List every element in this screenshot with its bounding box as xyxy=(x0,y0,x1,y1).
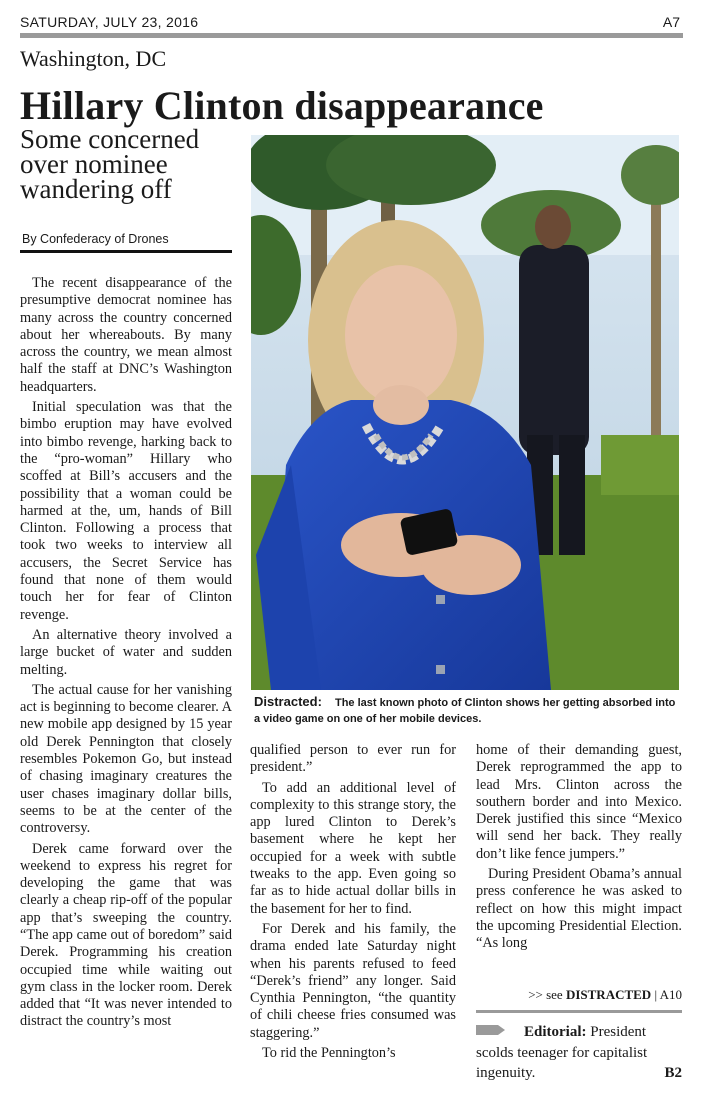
header-rule xyxy=(20,33,683,38)
byline-rule xyxy=(20,250,232,253)
arrow-icon xyxy=(476,1023,506,1043)
photo-caption xyxy=(254,694,684,727)
paragraph: The actual cause for her vanishing act is beginning to become clearer. A new mobile app designed by 15 year old Derek Pennington that closely resembles Pokemon Go, but instead of chasing imaginary creatures the user chases imaginary dollar bills, seems to be at the center of the controversy. xyxy=(20,681,232,837)
jump-separator: | xyxy=(654,987,658,1002)
jump-keyword: DISTRACTED xyxy=(565,987,652,1002)
paragraph: To rid the Pennington’s xyxy=(262,1045,396,1062)
editorial-text: President scolds teenager for capitalist ingenuity. xyxy=(476,1024,648,1081)
headline: Hillary Clinton disappearance xyxy=(20,83,544,128)
caption-label: Distracted: xyxy=(254,694,322,709)
article-photo xyxy=(251,135,679,690)
subheadline: Some concerned over nominee wandering off xyxy=(20,124,200,204)
issue-date: SATURDAY, JULY 23, 2016 xyxy=(20,14,199,30)
paragraph: The recent disappearance of the presumptive democrat nominee has many across the country concerned about her whereabouts. By many across the country, we mean almost half the staff at DNC’s Washington headquarters. xyxy=(20,275,232,395)
jump-prefix: >> see xyxy=(528,987,563,1002)
editorial-teaser[interactable] xyxy=(476,1022,682,1083)
paragraph-continued: home of their demanding guest, Derek reprogrammed the app to lead Mrs. Clinton across the southern border and into Mexico. Derek justified this since “Mexico will send her back. They really don’t like fence jumpers.” xyxy=(476,742,682,862)
paragraph: An alternative theory involved a large bucket of water and sudden melting. xyxy=(20,626,232,678)
page-number: A7 xyxy=(662,14,680,30)
jump-reference[interactable] xyxy=(476,987,682,1003)
jump-rule xyxy=(476,1010,682,1013)
paragraph: For Derek and his family, the drama ended late Saturday night when his parents refused to feed “Derek’s friend” any longer. Said Cynthia Pennington, “the quantity of chili cheese fries consumed was staggering.” xyxy=(250,920,456,1041)
editorial-page: B2 xyxy=(664,1064,682,1081)
byline: By Confederacy of Drones xyxy=(22,232,169,246)
article-column-1 xyxy=(20,275,232,1034)
paragraph-continued: qualified person to ever run for president.” xyxy=(250,742,456,776)
dateline: Washington, DC xyxy=(20,46,167,71)
caption-text: The last known photo of Clinton shows her getting absorbed into a video game on one of her mobile devices. xyxy=(254,697,676,725)
paragraph: Derek came forward over the weekend to express his regret for developing the game that was clearly a cheap rip-off of the popular app that’s sweeping the country. “The app came out of boredom” said Derek. Programming his creation occupied time while waiting out gym class in the locker room. Derek added that “It was never intended to distract the country’s most xyxy=(20,840,232,1030)
editorial-label: Editorial: xyxy=(524,1024,587,1040)
article-column-2 xyxy=(250,742,456,1065)
paragraph: Initial speculation was that the bimbo eruption may have evolved into bimbo revenge, harking back to the “pro-woman” Hillary who scoffed at Bill’s accusers and the possibility that a woman could be harmed at the, um, hands of Bill Clinton. Following a process that took two weeks to interview all accusers, the Secret Service has found that none of them would touch her for fear of Clinton revenge. xyxy=(20,399,232,623)
article-column-3 xyxy=(476,742,682,956)
paragraph: To add an additional level of complexity to this strange story, the app lured Clinton to Derek’s basement where he kept her occupied for a week with subtle tweaks to the app. Even going so far as to hide actual dollar bills in the basement for her to find. xyxy=(250,779,456,917)
jump-page: A10 xyxy=(659,987,682,1002)
paragraph: During President Obama’s annual press conference he was asked to reflect on how this might impact the upcoming Presidential Election. “As long xyxy=(476,866,682,952)
